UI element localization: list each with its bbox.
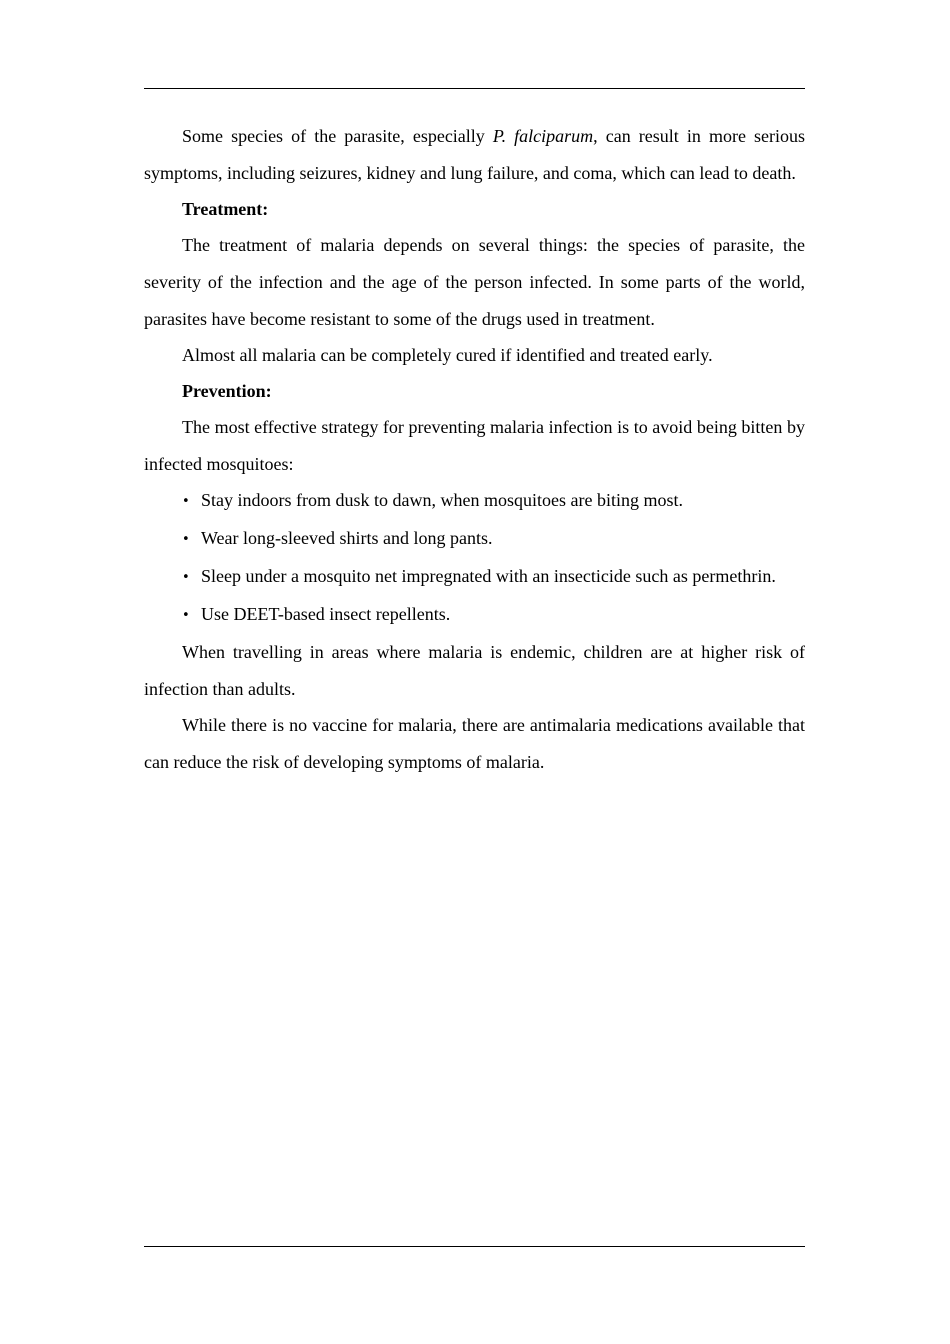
- bullet-icon: [182, 482, 201, 521]
- paragraph-symptoms: [144, 118, 805, 192]
- bullet-icon: [182, 596, 201, 635]
- document-body: [144, 118, 805, 781]
- paragraph-travel: When travelling in areas where malaria is endemic, children are at higher risk of infection than adults.: [144, 642, 805, 699]
- bullet-item: [144, 558, 805, 597]
- bullet-text: Use DEET-based insect repellents.: [201, 604, 451, 624]
- bullet-item: [144, 596, 805, 635]
- paragraph-cure: Almost all malaria can be completely cured if identified and treated early.: [182, 345, 713, 365]
- species-name-italic: P. falciparum: [492, 126, 594, 146]
- paragraph-prevention: The most effective strategy for preventing malaria infection is to avoid being bitten by infected mosquitoes:: [144, 417, 805, 474]
- paragraph-treatment: The treatment of malaria depends on several things: the species of parasite, the severity of the infection and the age of the person infected. In some parts of the world, parasites have become resistant to some of the drugs used in treatment.: [144, 235, 805, 329]
- bullet-item: [144, 482, 805, 521]
- bullet-item: [144, 520, 805, 559]
- paragraph-symptoms-text-2: , can result in more serious symptoms, including seizures, kidney and lung failure, and coma, which can lead to death.: [144, 126, 806, 183]
- bullet-text: Wear long-sleeved shirts and long pants.: [201, 528, 493, 548]
- heading-prevention: Prevention:: [182, 381, 272, 401]
- footer-rule: [144, 1246, 805, 1247]
- paragraph-symptoms-text-1: Some species of the parasite, especially: [182, 126, 493, 146]
- bullet-icon: [182, 520, 201, 559]
- heading-treatment: Treatment:: [182, 199, 269, 219]
- bullet-icon: [182, 558, 201, 597]
- paragraph-vaccine: While there is no vaccine for malaria, there are antimalaria medications available that can reduce the risk of developing symptoms of malaria.: [144, 715, 805, 772]
- bullet-text: Stay indoors from dusk to dawn, when mosquitoes are biting most.: [201, 490, 683, 510]
- bullet-text: Sleep under a mosquito net impregnated with an insecticide such as permethrin.: [201, 566, 776, 586]
- header-rule: [144, 88, 805, 89]
